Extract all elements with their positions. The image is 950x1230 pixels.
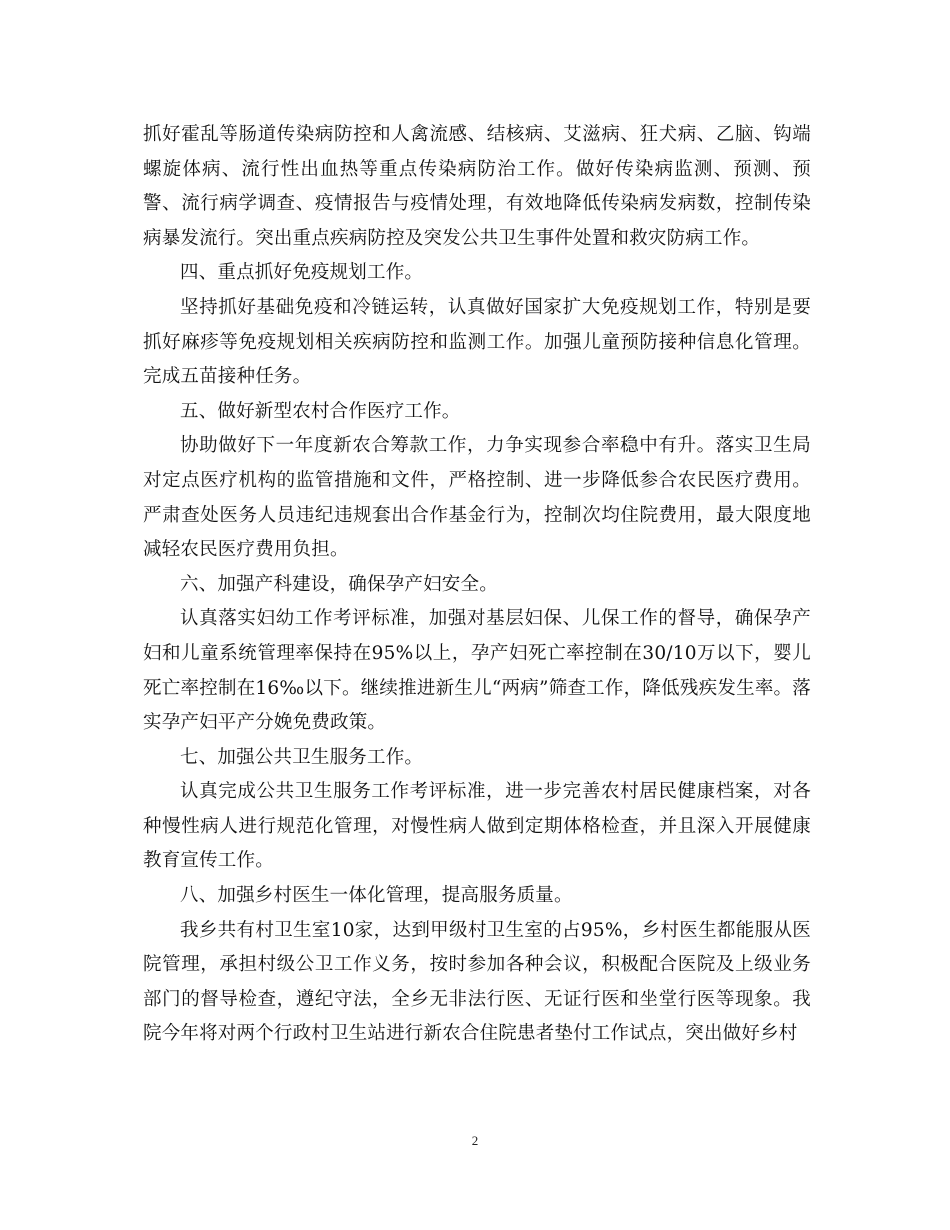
paragraph-public-health-services: 认真完成公共卫生服务工作考评标准，进一步完善农村居民健康档案，对各种慢性病人进行规范化管理，对慢性病人做到定期体格检查，并且深入开展健康教育宣传工作。 — [143, 781, 811, 872]
paragraph-rural-cooperative-medical: 协助做好下一年度新农合筹款工作，力争实现参合率稳中有升。落实卫生局对定点医疗机构的监管措施和文件，严格控制、进一步降低参合农民医疗费用。严肃查处医务人员违纪违规套出合作基金行为，控制次均住院费用，最大限度地减轻农民医疗费用负担。 — [143, 435, 811, 561]
section-heading-rural-cooperative-medical: 五、做好新型农村合作医疗工作。 — [180, 400, 461, 422]
paragraph-village-doctor-management: 我乡共有村卫生室10家，达到甲级村卫生室的占95%，乡村医生都能服从医院管理，承担村级公卫工作义务，按时参加各种会议，积极配合医院及上级业务部门的督导检查，遵纪守法，全乡无非法行医、无证行医和坐堂行医等现象。我院今年将对两个行政村卫生站进行新农合住院患者垫付工作试点，突出做好乡村 — [143, 919, 811, 1045]
section-heading-immunization: 四、重点抓好免疫规划工作。 — [180, 262, 424, 284]
paragraph-obstetrics: 认真落实妇幼工作考评标准，加强对基层妇保、儿保工作的督导，确保孕产妇和儿童系统管理率保持在95%以上，孕产妇死亡率控制在30/10万以下，婴儿死亡率控制在16‰以下。继续推进新生儿“两病”筛查工作，降低残疾发生率。落实孕产妇平产分娩免费政策。 — [143, 608, 811, 734]
page-number: 2 — [471, 1133, 479, 1148]
section-heading-village-doctor-management: 八、加强乡村医生一体化管理，提高服务质量。 — [180, 885, 573, 907]
paragraph-disease-control-continued: 抓好霍乱等肠道传染病防控和人禽流感、结核病、艾滋病、狂犬病、乙脑、钩端螺旋体病、流行性出血热等重点传染病防治工作。做好传染病监测、预测、预警、流行病学调查、疫情报告与疫情处理，有效地降低传染病发病数，控制传染病暴发流行。突出重点疾病防控及突发公共卫生事件处置和救灾防病工作。 — [143, 124, 811, 249]
section-heading-obstetrics: 六、加强产科建设，确保孕产妇安全。 — [180, 573, 498, 595]
section-heading-public-health-services: 七、加强公共卫生服务工作。 — [180, 746, 424, 768]
paragraph-immunization: 坚持抓好基础免疫和冷链运转，认真做好国家扩大免疫规划工作，特别是要抓好麻疹等免疫规划相关疾病防控和监测工作。加强儿童预防接种信息化管理。完成五苗接种任务。 — [143, 296, 811, 388]
document-body — [143, 118, 811, 1052]
